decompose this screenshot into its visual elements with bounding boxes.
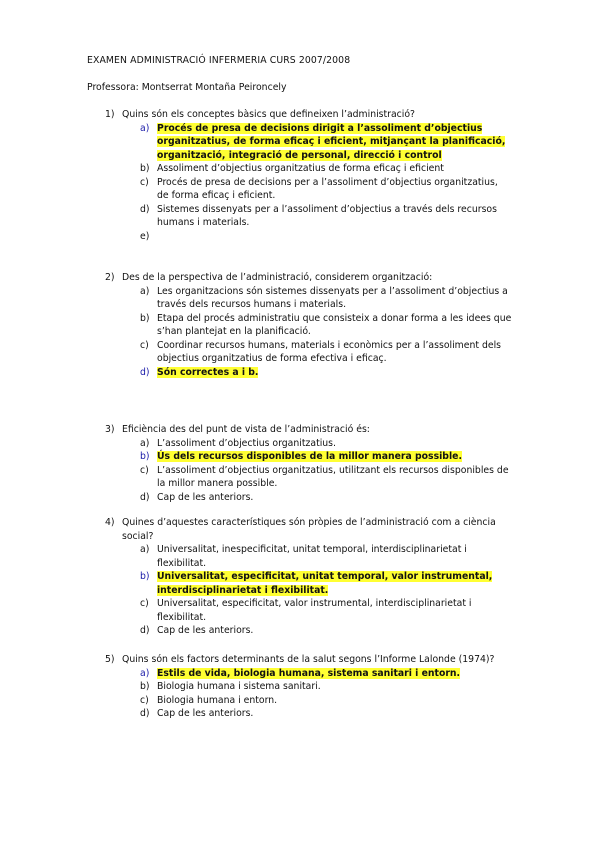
option-letter: a) (140, 437, 150, 449)
option-letter: d) (140, 203, 150, 215)
option-text (157, 230, 512, 244)
option-letter: c) (140, 176, 149, 188)
option-letter: d) (140, 708, 150, 719)
option-text: Cap de les anteriors. (157, 708, 254, 719)
question-text: Quines d’aquestes característiques són pròpies de l’administració com a ciència social? (122, 517, 496, 542)
option-a (0, 437, 600, 451)
option-b (0, 450, 600, 464)
option-letter: c) (140, 598, 149, 609)
option-a (0, 667, 600, 681)
option-letter: c) (140, 694, 149, 706)
option-text: Etapa del procés administratiu que consisteix a donar forma a les idees que s’han plantejat en la planificació. (157, 312, 512, 337)
question-text: Quins són els factors determinants de la salut segons l’Informe Lalonde (1974)? (122, 654, 495, 665)
option-d (0, 366, 600, 380)
option-text-highlighted: Són correctes a i b. (157, 366, 259, 378)
option-text-highlighted: Universalitat, especificitat, unitat temporal, valor instrumental, interdisciplinarietat i flexibilitat. (157, 571, 493, 596)
option-b (0, 312, 600, 339)
question-1 (0, 108, 600, 243)
question-number: 1) (105, 109, 115, 120)
option-d (0, 624, 600, 638)
option-letter: d) (140, 491, 150, 503)
option-c (0, 176, 600, 203)
option-letter: b) (140, 163, 150, 174)
question-3 (0, 423, 600, 504)
option-letter: a) (140, 122, 150, 134)
option-letter: b) (140, 681, 150, 692)
question-text: Eficiència des del punt de vista de l’administració és: (122, 424, 370, 435)
option-text: L’assoliment d’objectius organitzatius, utilitzant els recursos disponibles de la millor manera possible. (157, 464, 509, 489)
option-b (0, 162, 600, 176)
option-d (0, 707, 600, 721)
option-c (0, 339, 600, 366)
option-a (0, 543, 600, 570)
option-e (0, 230, 600, 244)
exam-title: EXAMEN ADMINISTRACIÓ INFERMERIA CURS 2007/2008 (87, 55, 351, 66)
option-letter: a) (140, 667, 150, 679)
option-b (0, 570, 600, 597)
option-d (0, 491, 600, 505)
question-text: Quins són els conceptes bàsics que defineixen l’administració? (122, 109, 415, 120)
option-letter: b) (140, 571, 150, 582)
option-text-highlighted: Procés de presa de decisions dirigit a l’assoliment d’objectius organitzatius, de forma eficaç i eficient, mitjançant la planificació, organització, integració de personal, direcció i control (157, 122, 506, 161)
option-a (0, 122, 600, 163)
question-text: Des de la perspectiva de l’administració, considerem organització: (122, 272, 433, 283)
option-text-highlighted: Ús dels recursos disponibles de la millor manera possible. (157, 451, 462, 462)
question-number: 3) (105, 424, 115, 435)
question-4 (0, 516, 600, 638)
option-text: Biologia humana i sistema sanitari. (157, 681, 321, 692)
question-number: 5) (105, 654, 115, 665)
option-text: Coordinar recursos humans, materials i econòmics per a l’assoliment dels objectius organitzatius de forma efectiva i eficaç. (157, 339, 501, 364)
option-text: Procés de presa de decisions per a l’assoliment d’objectius organitzatius, de forma eficaç i eficient. (157, 176, 498, 201)
teacher-name: Professora: Montserrat Montaña Peironcely (87, 82, 287, 93)
option-c (0, 597, 600, 624)
question-2 (0, 271, 600, 379)
option-text: Cap de les anteriors. (157, 491, 254, 503)
option-b (0, 680, 600, 694)
option-text: Universalitat, especificitat, valor instrumental, interdisciplinarietat i flexibilitat. (157, 598, 472, 623)
option-text: Biologia humana i entorn. (157, 694, 278, 706)
question-5 (0, 653, 600, 721)
option-letter: d) (140, 625, 150, 636)
question-number: 4) (105, 517, 115, 528)
option-letter: a) (140, 544, 150, 555)
option-a (0, 285, 600, 312)
option-text: Universalitat, inespecificitat, unitat temporal, interdisciplinarietat i flexibilitat. (157, 544, 467, 569)
option-text: Sistemes dissenyats per a l’assoliment d’objectius a través dels recursos humans i materials. (157, 203, 497, 228)
option-text: Assoliment d’objectius organitzatius de forma eficaç i eficient (157, 163, 444, 174)
option-letter: c) (140, 464, 149, 476)
question-number: 2) (105, 272, 115, 283)
option-text: Cap de les anteriors. (157, 625, 254, 636)
option-text: L’assoliment d’objectius organitzatius. (157, 437, 336, 449)
option-c (0, 464, 600, 491)
option-letter: c) (140, 339, 149, 351)
option-d (0, 203, 600, 230)
option-letter: b) (140, 312, 150, 324)
option-text: Les organitzacions són sistemes dissenyats per a l’assoliment d’objectius a través dels recursos humans i materials. (157, 285, 508, 310)
option-letter: b) (140, 451, 150, 462)
option-letter: d) (140, 366, 150, 378)
option-letter: e) (140, 230, 150, 242)
option-letter: a) (140, 285, 150, 297)
option-c (0, 694, 600, 708)
option-text-highlighted: Estils de vida, biologia humana, sistema sanitari i entorn. (157, 667, 461, 679)
